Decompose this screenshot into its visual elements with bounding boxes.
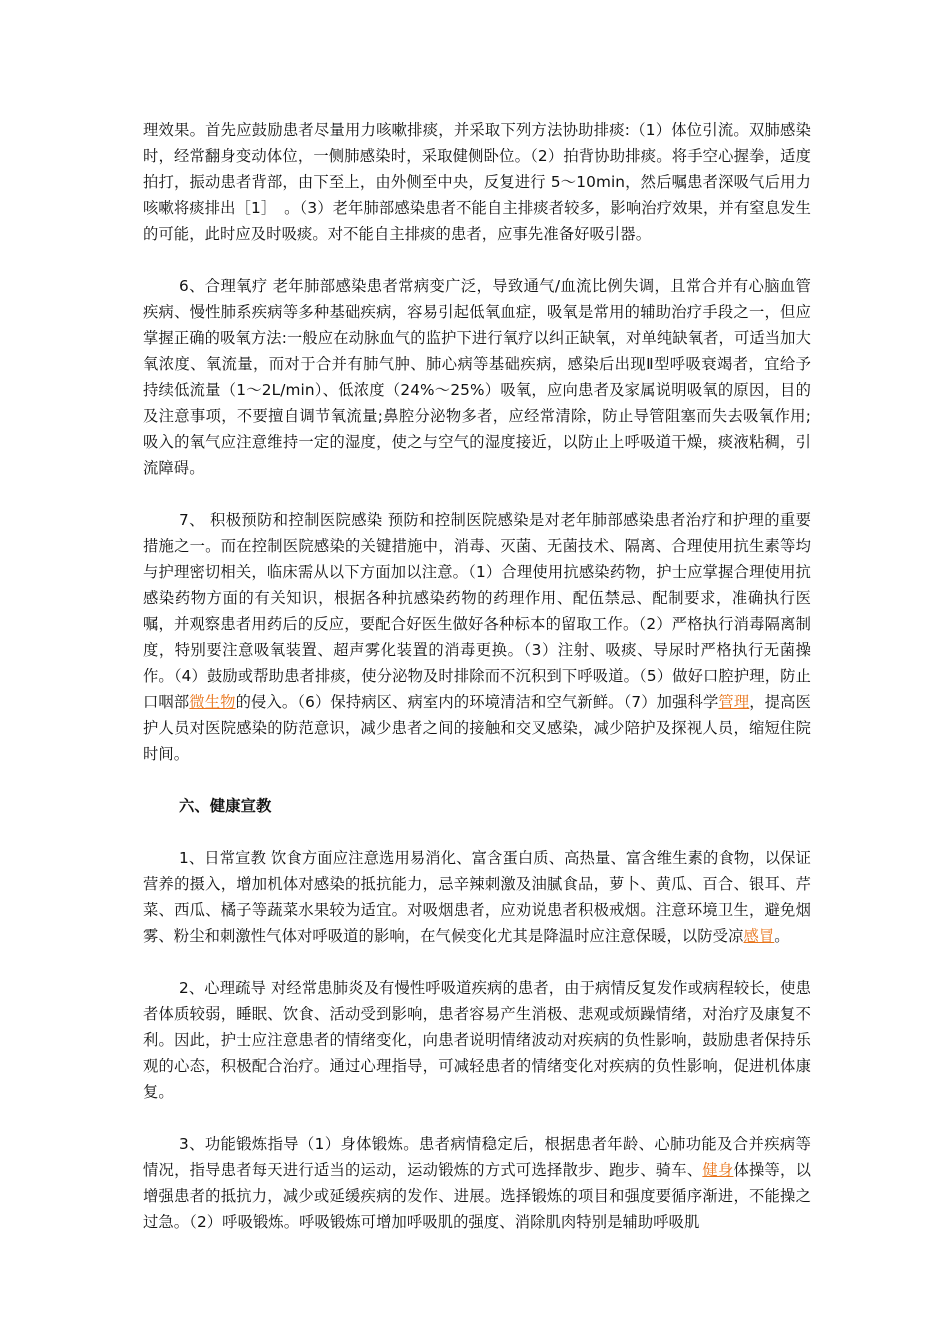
paragraph-text: 1、日常宣教 饮食方面应注意选用易消化、富含蛋白质、高热量、富含维生素的食物，以保证营养的摄入，增加机体对感染的抵抗能力，忌辛辣刺激及油腻食品，萝卜、黄瓜、百合、银耳、芹菜、西瓜、橘子等蔬菜水果较为适宜。对吸烟患者，应劝说患者积极戒烟。注意环境卫生，避免烟雾、粉尘和刺激性气体对呼吸道的影响，在气候变化尤其是降温时应注意保暖，以防受凉 (143, 849, 811, 945)
paragraph-exercise-guidance (143, 1131, 811, 1235)
link-fitness[interactable]: 健身 (702, 1161, 734, 1179)
paragraph-daily-education (143, 845, 811, 949)
paragraph-text: 理效果。首先应鼓励患者尽量用力咳嗽排痰，并采取下列方法协助排痰:（1）体位引流。双肺感染时，经常翻身变动体位，一侧肺感染时，采取健侧卧位。（2）拍背协助排痰。将手空心握拳，适度拍打，振动患者背部，由下至上，由外侧至中央，反复进行 5～10min，然后嘱患者深吸气后用力咳嗽将痰排出［1］ 。（3）老年肺部感染患者不能自主排痰者较多，影响治疗效果，并有窒息发生的可能，此时应及时吸痰。对不能自主排痰的患者，应事先准备好吸引器。 (143, 121, 811, 243)
paragraph-sputum-drainage (143, 117, 811, 247)
document-body (143, 117, 811, 1261)
paragraph-text: 3、功能锻炼指导（1）身体锻炼。患者病情稳定后，根据患者年龄、心肺功能及合并疾病等情况，指导患者每天进行适当的运动，运动锻炼的方式可选择散步、跑步、骑车、 (143, 1135, 811, 1179)
link-management[interactable]: 管理 (718, 693, 750, 711)
paragraph-text: 的侵入。（6）保持病区、病室内的环境清洁和空气新鲜。（7）加强科学 (235, 693, 719, 711)
paragraph-text: ，提高医护人员对医院感染的防范意识，减少患者之间的接触和交叉感染，减少陪护及探视人员，缩短住院时间。 (143, 693, 811, 763)
paragraph-text: 。 (774, 927, 790, 945)
paragraph-oxygen-therapy (143, 273, 811, 481)
paragraph-text: 体操等，以增强患者的抵抗力，减少或延缓疾病的发作、进展。选择锻炼的项目和强度要循序渐进，不能操之过急。（2）呼吸锻炼。呼吸锻炼可增加呼吸肌的强度、消除肌肉特别是辅助呼吸肌 (143, 1161, 811, 1231)
paragraph-infection-control (143, 507, 811, 767)
paragraph-text: 6、合理氧疗 老年肺部感染患者常病变广泛，导致通气/血流比例失调，且常合并有心脑血管疾病、慢性肺系疾病等多种基础疾病，容易引起低氧血症，吸氧是常用的辅助治疗手段之一，但应掌握正确的吸氧方法:一般应在动脉血气的监护下进行氧疗以纠正缺氧，对单纯缺氧者，可适当加大氧浓度、氧流量，而对于合并有肺气肿、肺心病等基础疾病，感染后出现Ⅱ型呼吸衰竭者，宜给予持续低流量（1～2L/min）、低浓度（24%～25%）吸氧，应向患者及家属说明吸氧的原因，目的及注意事项，不要擅自调节氧流量;鼻腔分泌物多者，应经常清除，防止导管阻塞而失去吸氧作用;吸入的氧气应注意维持一定的湿度，使之与空气的湿度接近，以防止上呼吸道干燥，痰液粘稠，引流障碍。 (143, 277, 811, 477)
section-heading-health-education: 六、健康宣教 (179, 797, 272, 815)
paragraph-text: 7、 积极预防和控制医院感染 预防和控制医院感染是对老年肺部感染患者治疗和护理的重要措施之一。而在控制医院感染的关键措施中，消毒、灭菌、无菌技术、隔离、合理使用抗生素等均与护理密切相关，临床需从以下方面加以注意。（1）合理使用抗感染药物，护士应掌握合理使用抗感染药物方面的有关知识，根据各种抗感染药物的药理作用、配伍禁忌、配制要求，准确执行医嘱，并观察患者用药后的反应，要配合好医生做好各种标本的留取工作。（2）严格执行消毒隔离制度，特别要注意吸氧装置、超声雾化装置的消毒更换。（3）注射、吸痰、导尿时严格执行无菌操作。（4）鼓励或帮助患者排痰，使分泌物及时排除而不沉积到下呼吸道。（5）做好口腔护理，防止口咽部 (143, 511, 811, 711)
paragraph-text: 2、心理疏导 对经常患肺炎及有慢性呼吸道疾病的患者，由于病情反复发作或病程较长，使患者体质较弱，睡眠、饮食、活动受到影响，患者容易产生消极、悲观或烦躁情绪，对治疗及康复不利。因此，护士应注意患者的情绪变化，向患者说明情绪波动对疾病的负性影响，鼓励患者保持乐观的心态，积极配合治疗。通过心理指导，可减轻患者的情绪变化对疾病的负性影响，促进机体康复。 (143, 979, 811, 1101)
link-common-cold[interactable]: 感冒 (743, 927, 775, 945)
link-microorganism[interactable]: 微生物 (189, 693, 236, 711)
paragraph-psychological-guidance (143, 975, 811, 1105)
